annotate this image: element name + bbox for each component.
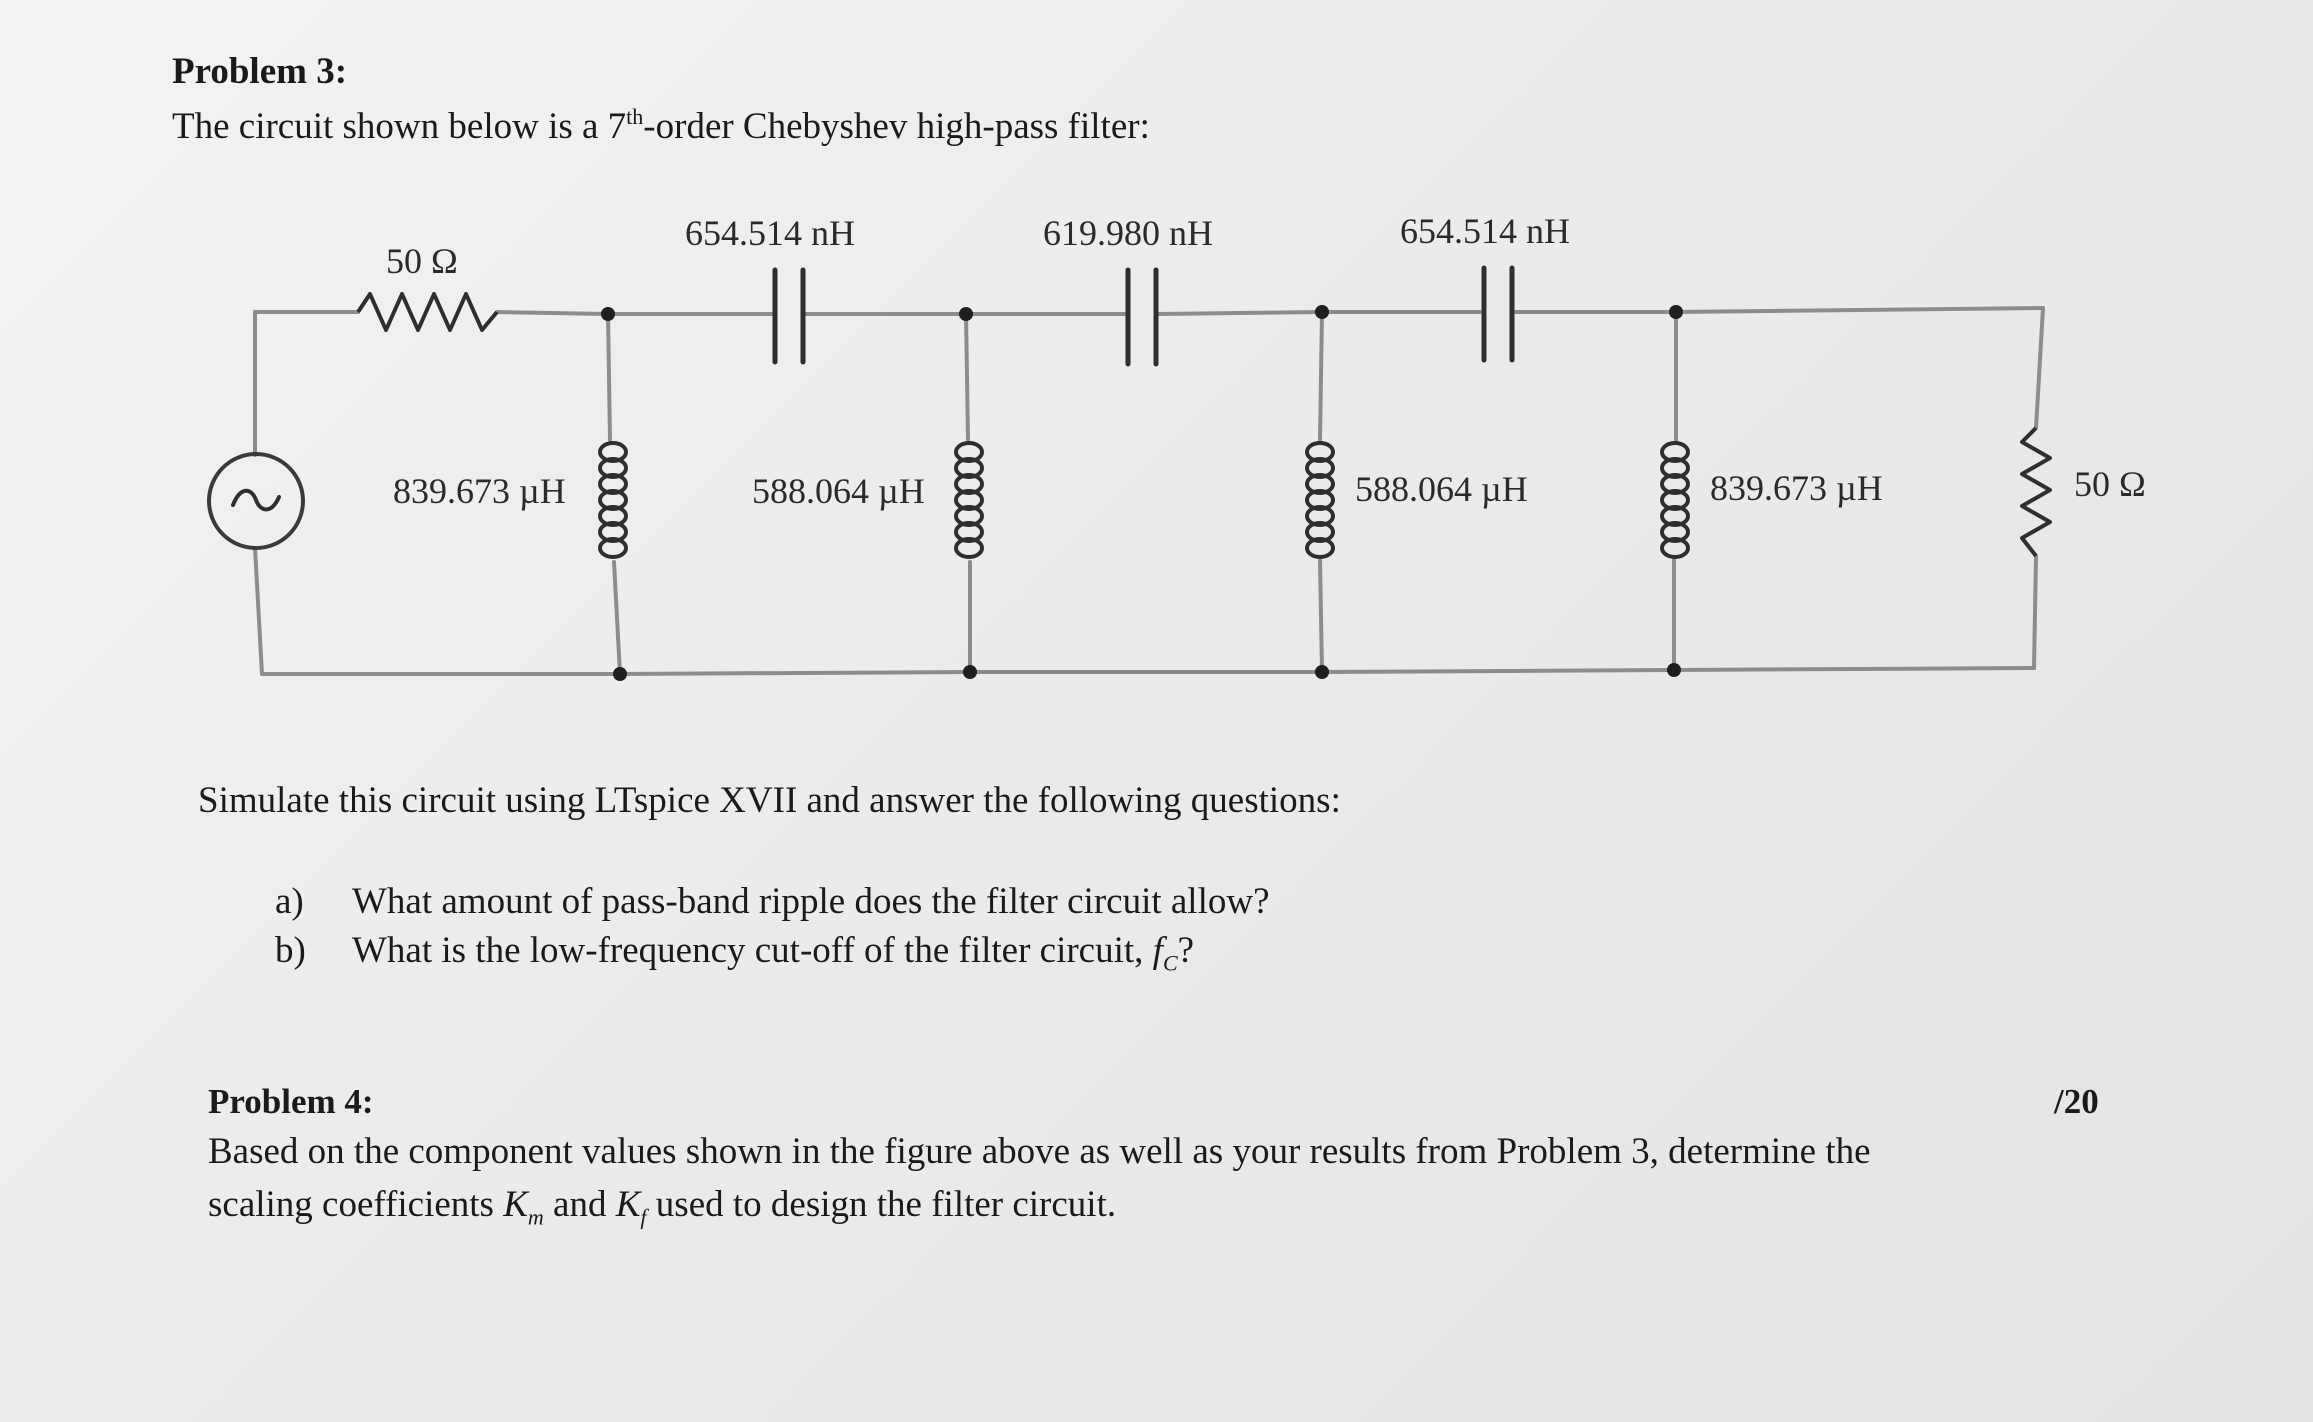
wire-shunt1-bottom <box>614 562 620 674</box>
wire-shunt2-top <box>966 314 968 440</box>
wire-left-lower <box>255 548 262 674</box>
wire-right-lower <box>2034 556 2036 668</box>
capacitor-2-label: 619.980 nH <box>1043 213 1213 253</box>
junction-dot <box>613 667 627 681</box>
km-letter: K <box>503 1184 528 1225</box>
cutoff-frequency-symbol <box>1152 930 1178 976</box>
question-b-text-end: ? <box>1177 930 1195 971</box>
intro-ordinal-suffix: th <box>626 104 644 129</box>
shunt-inductor-1 <box>600 443 626 557</box>
problem4-text-line2 <box>208 1183 1116 1230</box>
wire-shunt1-top <box>608 314 610 440</box>
shunt-inductor-4 <box>1662 443 1688 557</box>
problem4-line2-mid: and <box>543 1184 616 1225</box>
cutoff-variable: f <box>1152 930 1163 971</box>
ac-source-icon <box>209 454 303 548</box>
km-subscript: m <box>527 1204 544 1230</box>
wire-top-node4-to-right <box>1676 308 2043 312</box>
kf-letter: K <box>615 1184 641 1225</box>
wire-right-upper <box>2036 308 2043 428</box>
wire-shunt3-bottom <box>1320 560 1322 672</box>
km-symbol <box>503 1184 544 1230</box>
wire-bottom-rail <box>262 668 2034 674</box>
question-a-marker: a) <box>275 881 304 922</box>
question-b-text-start: What is the low-frequency cut-off of the filter circuit, <box>352 930 1153 971</box>
wire-top-c2-to-node3 <box>1156 312 1322 314</box>
wire-top-r-to-node1 <box>497 312 608 314</box>
problem4-line2-end: used to design the filter circuit. <box>646 1184 1117 1225</box>
junction-dot <box>963 665 977 679</box>
load-resistor-symbol <box>2022 428 2050 556</box>
kf-symbol <box>615 1184 647 1230</box>
junction-dot <box>1315 665 1329 679</box>
intro-text-start: The circuit shown below is a 7 <box>172 106 627 147</box>
question-a-text: What amount of pass-band ripple does the filter circuit allow? <box>352 881 1270 922</box>
problem4-score: /20 <box>2054 1082 2099 1121</box>
inductor-3-label: 588.064 µH <box>1355 469 1528 509</box>
source-resistor-label: 50 Ω <box>386 241 458 281</box>
source-resistor-symbol <box>358 294 497 330</box>
simulation-instruction: Simulate this circuit using LTspice XVII and answer the following questions: <box>198 780 1341 821</box>
inductor-4-label: 839.673 µH <box>1710 468 1883 508</box>
inductor-1-label: 839.673 µH <box>393 471 566 511</box>
inductor-2-label: 588.064 µH <box>752 471 925 511</box>
series-capacitor-2 <box>1128 270 1156 364</box>
question-b-marker: b) <box>275 930 306 971</box>
shunt-inductor-2 <box>956 443 982 557</box>
junction-dot <box>959 307 973 321</box>
series-capacitor-1 <box>775 270 803 362</box>
question-b-text <box>352 929 1194 976</box>
series-capacitor-3 <box>1484 268 1512 360</box>
shunt-inductor-3 <box>1307 443 1333 557</box>
capacitor-3-label: 654.514 nH <box>1400 211 1570 251</box>
problem4-heading: Problem 4: <box>208 1082 374 1121</box>
problem4-line2-start: scaling coefficients <box>208 1184 504 1225</box>
cutoff-subscript: C <box>1162 950 1178 976</box>
junction-dot <box>1315 305 1329 319</box>
problem3-heading: Problem 3: <box>172 51 348 92</box>
intro-text-end: -order Chebyshev high-pass filter: <box>643 106 1150 147</box>
wire-shunt3-top <box>1320 312 1322 440</box>
capacitor-1-label: 654.514 nH <box>685 213 855 253</box>
junction-dot <box>601 307 615 321</box>
junction-dot <box>1667 663 1681 677</box>
load-resistor-label: 50 Ω <box>2074 464 2146 504</box>
kf-subscript: f <box>640 1204 647 1230</box>
junction-dot <box>1669 305 1683 319</box>
problem4-text-line1: Based on the component values shown in the figure above as well as your results from Problem 3, determine the <box>208 1131 1871 1172</box>
